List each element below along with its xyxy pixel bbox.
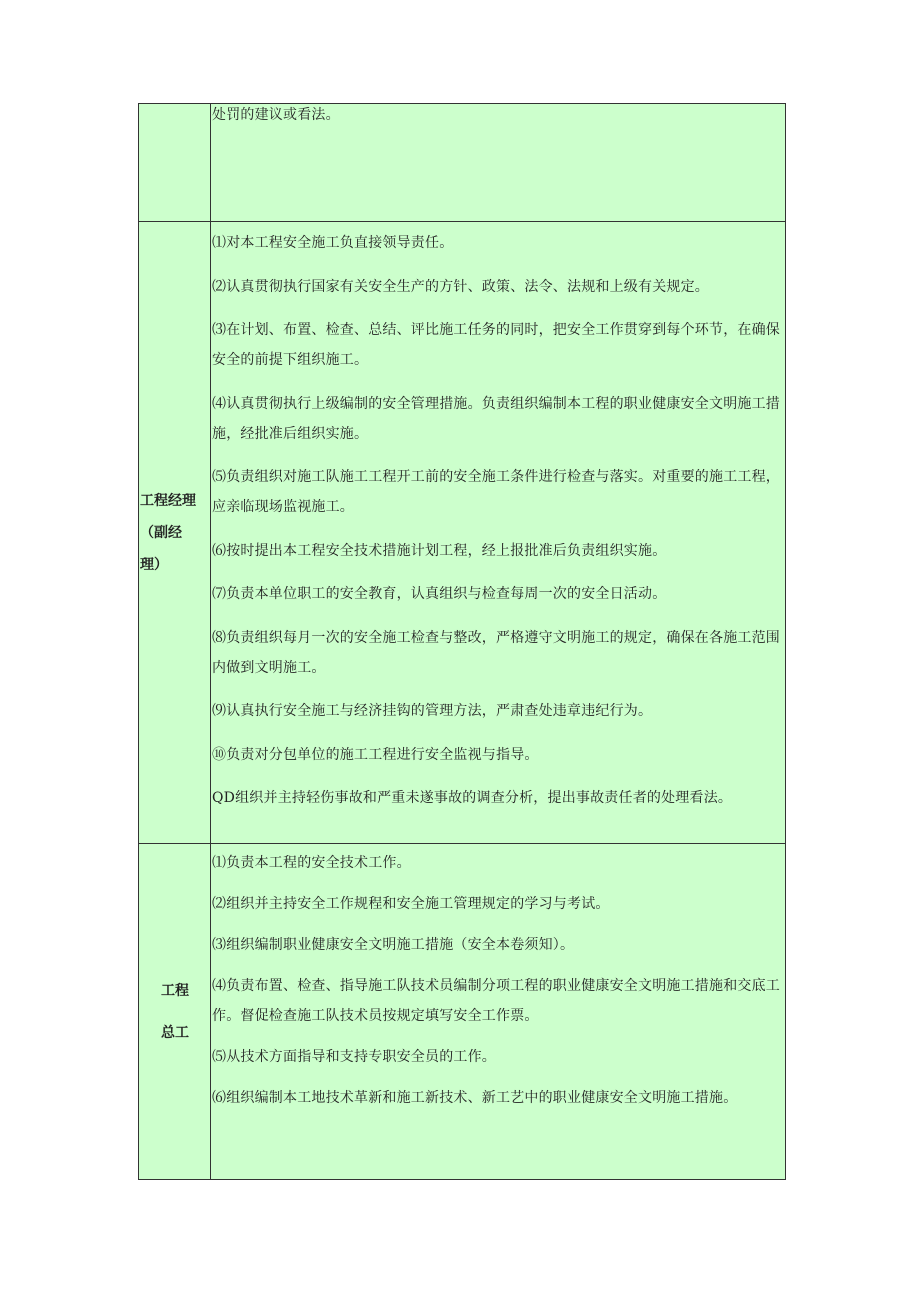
- duty-item: ⑼认真执行安全施工与经济挂钩的管理方法，严肃查处违章违纪行为。: [212, 703, 653, 719]
- role-label-line: 理）: [140, 556, 168, 573]
- duty-item: ⑩负责对分包单位的施工工程进行安全监视与指导。: [212, 746, 539, 763]
- role-label-line: 工程: [161, 982, 189, 999]
- duty-item: ⑸从技术方面指导和支持专职安全员的工作。: [212, 1049, 496, 1065]
- duty-item: ⑸负责组织对施工队施工工程开工前的安全施工条件进行检查与落实。对重要的施工工程，应亲临现场监视施工。: [212, 469, 780, 515]
- duty-item: ⑵组织并主持安全工作规程和安全施工管理规定的学习与考试。: [212, 896, 610, 912]
- duty-item: 处罚的建议或看法。: [212, 107, 340, 123]
- role-cell-project-manager: [139, 222, 211, 844]
- duty-item: ⑷负责布置、检查、指导施工队技术员编制分项工程的职业健康安全文明施工措施和交底工作。督促检查施工队技术员按规定填写安全工作票。: [212, 978, 780, 1024]
- role-label-line: （副经: [140, 524, 182, 541]
- duty-item: ⑶组织编制职业健康安全文明施工措施（安全本卷须知）。: [212, 937, 575, 953]
- duty-item: ⑷认真贯彻执行上级编制的安全管理措施。负责组织编制本工程的职业健康安全文明施工措施，经批准后组织实施。: [212, 395, 780, 442]
- duty-item: ⑹组织编制本工地技术革新和施工新技术、新工艺中的职业健康安全文明施工措施。: [212, 1090, 738, 1106]
- role-label-line: 总工: [161, 1024, 189, 1041]
- duties-cell: [211, 104, 786, 222]
- duty-item: ⑹按时提出本工程安全技术措施计划工程，经上报批准后负责组织实施。: [212, 542, 667, 559]
- duty-item: ⑺负责本单位职工的安全教育，认真组织与检查每周一次的安全日活动。: [212, 586, 667, 602]
- table-row: [139, 104, 786, 222]
- role-cell-empty: [139, 104, 211, 222]
- duties-cell: [211, 222, 786, 844]
- role-label-line: 工程经理: [140, 492, 196, 509]
- duty-item: QD组织并主持轻伤事故和严重未遂事故的调查分析，提出事故责任者的处理看法。: [212, 790, 733, 806]
- duty-item: ⑴对本工程安全施工负直接领导责任。: [212, 235, 454, 251]
- table-row: [139, 844, 786, 1180]
- duty-item: ⑶在计划、布置、检查、总结、评比施工任务的同时，把安全工作贯穿到每个环节，在确保安全的前提下组织施工。: [212, 322, 780, 368]
- responsibility-table: [138, 103, 786, 1180]
- role-cell-chief-engineer: [139, 844, 211, 1180]
- duty-item: ⑴负责本工程的安全技术工作。: [212, 855, 411, 871]
- table-row: [139, 222, 786, 844]
- duties-cell: [211, 844, 786, 1180]
- duty-item: ⑵认真贯彻执行国家有关安全生产的方针、政策、法令、法规和上级有关规定。: [212, 278, 709, 295]
- duty-item: ⑻负责组织每月一次的安全施工检查与整改，严格遵守文明施工的规定，确保在各施工范围内做到文明施工。: [212, 629, 780, 676]
